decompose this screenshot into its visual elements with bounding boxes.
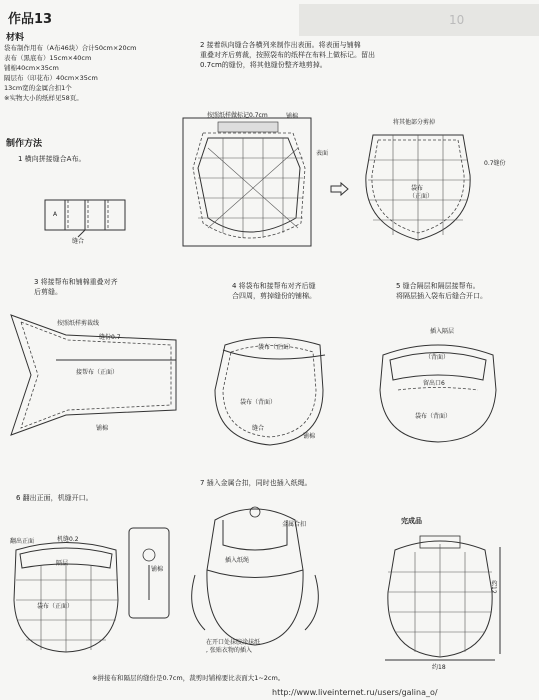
label-open: 留出口6 <box>423 380 445 387</box>
label-cut-seam: 将其他部分剪掉 <box>393 119 436 126</box>
label-bag-front-4: 袋布（正面） <box>258 344 295 351</box>
label-gusset-cloth: 接帮布（正面） <box>76 369 119 376</box>
label-bag-front: 袋布 <box>411 185 424 192</box>
step-2-line: 2 接着纵向缝合各横列来制作出表面。将表面与铺棉 <box>200 41 361 49</box>
watermark-url: http://www.liveinternet.ru/users/galina_o/ <box>272 688 438 697</box>
header-decoration <box>299 0 539 40</box>
step-2-line: 0.7cm的缝份，将其他缝份整齐地剪掉。 <box>200 61 327 69</box>
step-7-text: 7 插入金属合扣，同时也插入纸绳。 <box>200 479 312 487</box>
step-4-line: 合四周，剪掉缝份的铺棉。 <box>232 292 316 300</box>
step-5-bag-diagram <box>368 330 508 450</box>
step-2-text <box>200 40 375 70</box>
label-stitch: 机缝0.2 <box>57 536 79 543</box>
label-seam-4: 缝合 <box>252 425 265 432</box>
label-lining-back: （背面） <box>425 354 450 361</box>
material-line: 13cm宽的金属合扣1个 <box>4 84 72 92</box>
label-bag-back-4: 袋布（背面） <box>240 399 277 406</box>
step-3-line: 后剪缝。 <box>34 288 62 296</box>
step-2-line: 重叠对齐后剪裁，按照袋布的纸样在布料上做标记。留出 <box>200 51 375 59</box>
step-3-text <box>34 277 118 297</box>
footnote: ※拼接布和隔层的缝份是0.7cm，裁剪时铺棉要比表面大1~2cm。 <box>92 674 285 682</box>
label-batting: 铺棉 <box>286 113 299 120</box>
label-width: 约18 <box>432 664 446 671</box>
label-batting-4: 铺棉 <box>303 433 316 440</box>
label-bag-back-5: 袋布（背面） <box>415 413 452 420</box>
label-paper-cord: 插入纸绳 <box>225 557 250 564</box>
material-line: 袋布制作用布（A布46块）合计50cm×20cm <box>4 44 137 52</box>
label-height: 约12 <box>490 580 497 594</box>
label-gap: 缝份0.7 <box>99 334 121 341</box>
materials-list <box>4 43 137 103</box>
svg-text:10: 10 <box>449 13 465 27</box>
material-line: 表布（黑底布）15cm×40cm <box>4 54 92 62</box>
label-flip: 翻出正面 <box>10 538 35 545</box>
label-open-insert-1: 在开口处抹胶涂抹纸 <box>206 639 261 646</box>
label-clasp: 金属合扣 <box>282 521 307 528</box>
step-2-panel-diagram <box>178 108 318 248</box>
label-lining: 插入隔层 <box>430 328 455 335</box>
material-line: 铺棉40cm×35cm <box>4 64 59 72</box>
method-title: 制作方法 <box>6 139 43 149</box>
step-5-line: 将隔层插入袋布后缝合开口。 <box>396 292 487 300</box>
label-gusset-batting: 铺棉 <box>96 425 109 432</box>
label-bag-front-6: 袋布（正面） <box>37 603 74 610</box>
label-surface: 表面 <box>316 150 329 157</box>
step-1-diagram <box>40 195 130 245</box>
label-cut-line: 按照纸样剪裁线 <box>57 320 100 327</box>
label-seam: 缝合 <box>72 238 85 245</box>
label-front-paren: （正面） <box>409 193 434 200</box>
material-line: ※实物大小的纸样见58页。 <box>4 94 83 102</box>
label-open-insert-2: , 张贴衣物的插入 <box>206 647 252 654</box>
label-batting-6: 铺棉 <box>151 566 164 573</box>
step-6-text: 6 翻出正面，机缝开口。 <box>16 494 93 502</box>
step-4-text <box>232 281 316 301</box>
finished-bag-diagram <box>370 532 510 672</box>
label-a: A <box>53 211 58 218</box>
finished-title: 完成品 <box>401 517 422 525</box>
label-seam-allow: 0.7缝份 <box>484 160 506 167</box>
step-3-line: 3 将接帮布和铺棉重叠对齐 <box>34 278 118 286</box>
arrow-right-icon <box>330 182 350 196</box>
step-5-text <box>396 281 487 301</box>
material-line: 隔层布（印花布）40cm×35cm <box>4 74 98 82</box>
page-title: 作品13 <box>8 12 53 27</box>
materials-title: 材料 <box>6 33 25 43</box>
step-5-line: 5 缝合隔层和隔层接帮布。 <box>396 282 480 290</box>
label-pattern-mark: 按照纸样做标记0.7cm <box>207 112 268 119</box>
step-4-line: 4 将袋布和接帮布对齐后缝 <box>232 282 316 290</box>
label-divider: 隔层 <box>56 560 69 567</box>
step-1-text: 1 横向拼接缝合A布。 <box>18 155 86 163</box>
